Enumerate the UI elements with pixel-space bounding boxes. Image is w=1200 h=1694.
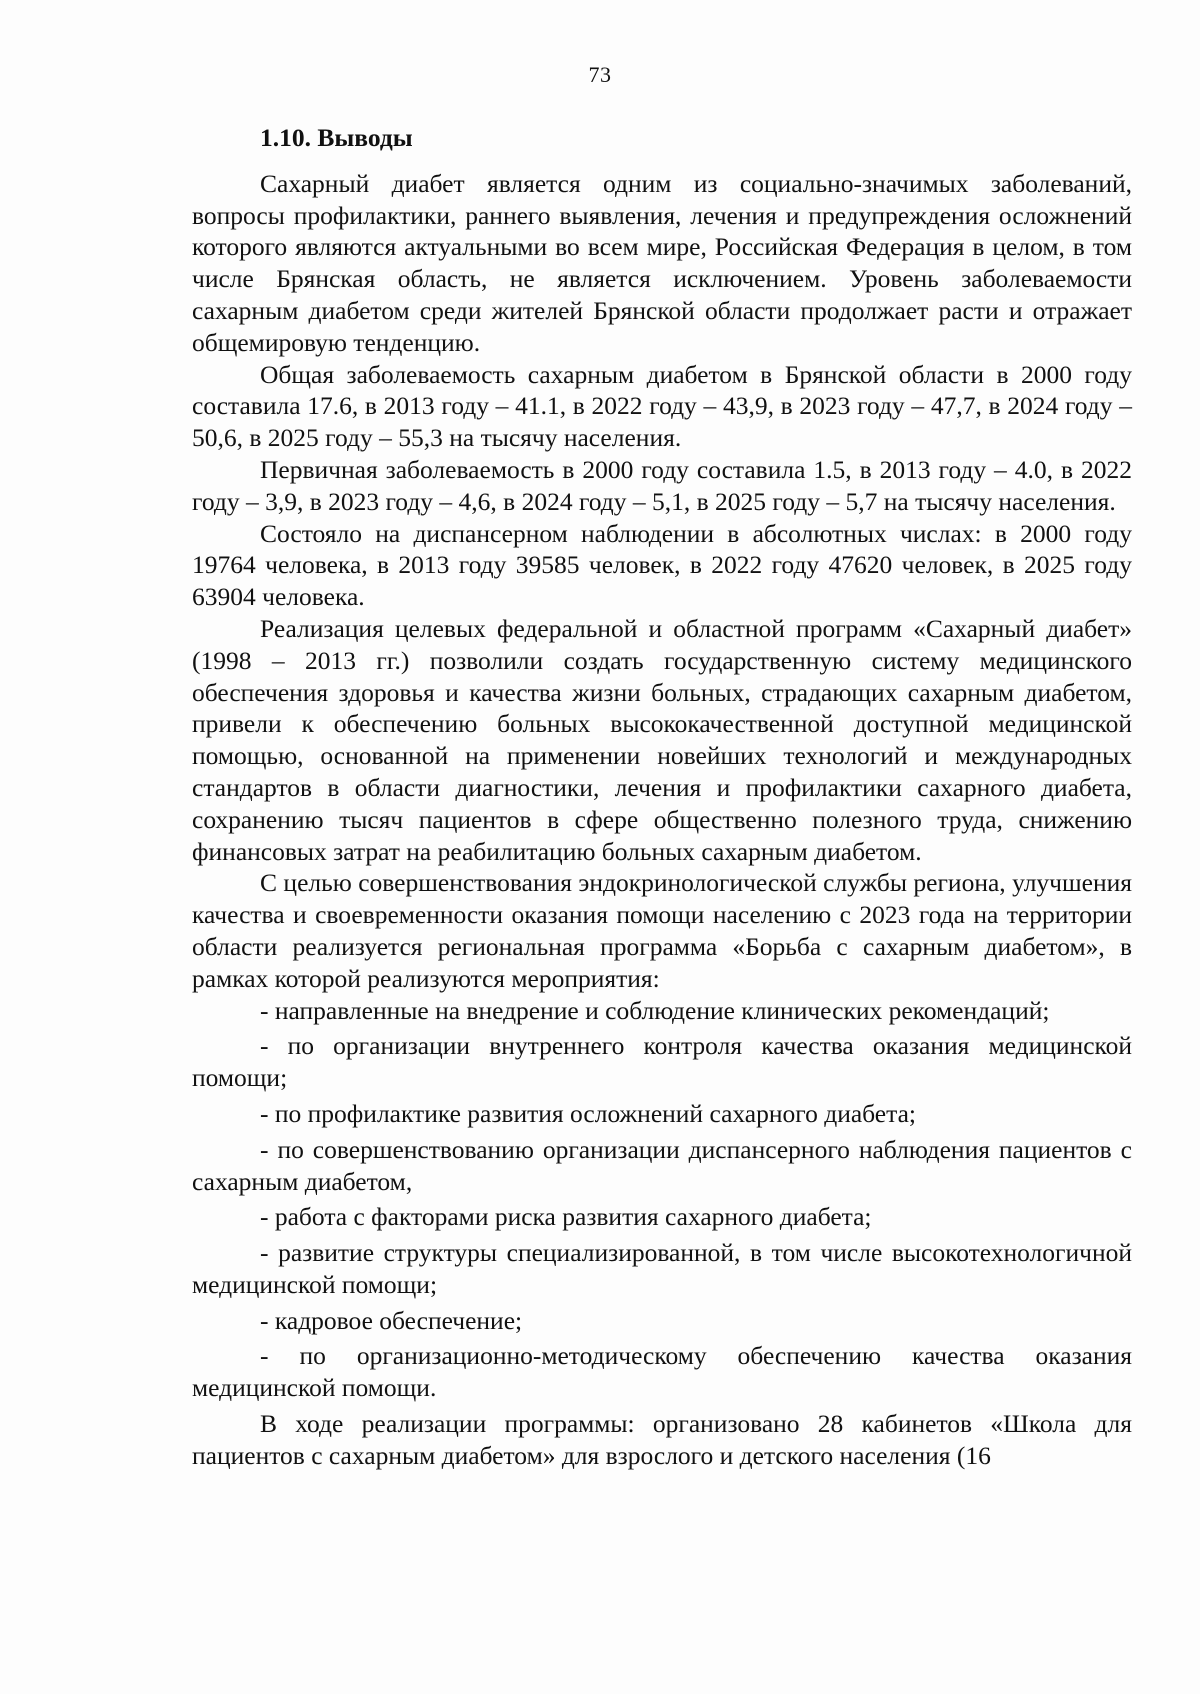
paragraph-regional-program: С целью совершенствования эндокринологической службы региона, улучшения качества и своевременности оказания помощи населению с 2023 года на территории области реализуется региональная программа «Борьба с сахарным диабетом», в рамках которой реализуются мероприятия: (192, 868, 1132, 993)
list-item: - развитие структуры специализированной, в том числе высокотехнологичной медицинской помощи; (192, 1238, 1132, 1299)
paragraph-intro: Сахарный диабет является одним из социально-значимых заболеваний, вопросы профилактики, раннего выявления, лечения и предупреждения осложнений которого являются актуальными во всем мире, Российская Федерация в целом, в том числе Брянская область, не является исключением. Уровень заболеваемости сахарным диабетом среди жителей Брянской области продолжает расти и отражает общемировую тенденцию. (192, 168, 1132, 357)
paragraph-federal-programs: Реализация целевых федеральной и областной программ «Сахарный диабет» (1998 – 2013 гг.) позволили создать государственную систему медицинского обеспечения здоровья и качества жизни больных, страдающих сахарным диабетом, привели к обеспечению больных высококачественной доступной медицинской помощью, основанной на применении новейших технологий и международных стандартов в области диагностики, лечения и профилактики сахарного диабета, сохранению тысяч пациентов в сфере общественно полезного труда, снижению финансовых затрат на реабилитацию больных сахарным диабетом. (192, 613, 1132, 866)
paragraph-dispensary-observation: Состояло на диспансерном наблюдении в абсолютных числах: в 2000 году 19764 человека, в 2013 году 39585 человек, в 2022 году 47620 человек, в 2025 году 63904 человека. (192, 518, 1132, 612)
paragraph-program-results: В ходе реализации программы: организовано 28 кабинетов «Школа для пациентов с сахарным диабетом» для взрослого и детского населения (16 (192, 1409, 1132, 1470)
list-item: - направленные на внедрение и соблюдение клинических рекомендаций; (260, 995, 1050, 1025)
paragraph-total-incidence: Общая заболеваемость сахарным диабетом в Брянской области в 2000 году составила 17.6, в 2013 году – 41.1, в 2022 году – 43,9, в 2023 году – 47,7, в 2024 году – 50,6, в 2025 году – 55,3 на тысячу населения. (192, 359, 1132, 453)
list-item: - по профилактике развития осложнений сахарного диабета; (260, 1098, 916, 1128)
paragraph-primary-incidence: Первичная заболеваемость в 2000 году составила 1.5, в 2013 году – 4.0, в 2022 году – 3,9, в 2023 году – 4,6, в 2024 году – 5,1, в 2025 году – 5,7 на тысячу населения. (192, 454, 1132, 516)
section-heading: 1.10. Выводы (260, 123, 413, 152)
measures-list (192, 995, 1132, 1405)
list-item: - кадровое обеспечение; (260, 1305, 523, 1335)
page-number: 73 (588, 62, 612, 87)
list-item: - по совершенствованию организации диспансерного наблюдения пациентов с сахарным диабетом, (192, 1134, 1132, 1196)
list-item: - работа с факторами риска развития сахарного диабета; (260, 1202, 872, 1232)
list-item: - по организационно-методическому обеспечению качества оказания медицинской помощи. (192, 1341, 1132, 1403)
document-body (192, 122, 1132, 1472)
list-item: - по организации внутреннего контроля качества оказания медицинской помощи; (192, 1031, 1132, 1093)
